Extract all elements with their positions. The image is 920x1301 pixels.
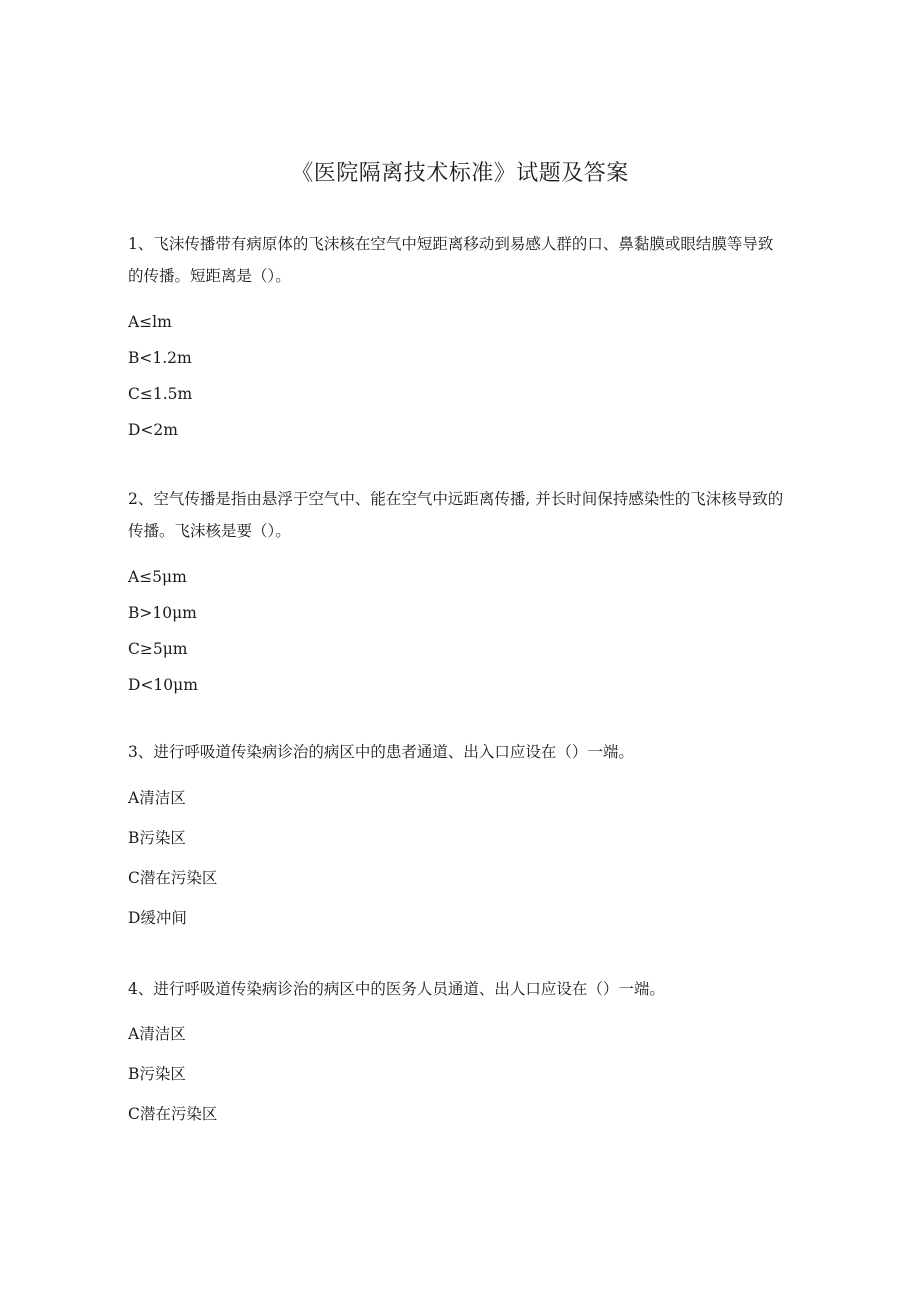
question-4-text: 4、进行呼吸道传染病诊治的病区中的医务人员通道、出人口应设在（）一端。 bbox=[128, 980, 665, 998]
question-2-option-a: A≤5μm bbox=[128, 568, 187, 586]
question-3-option-b: B污染区 bbox=[128, 829, 186, 847]
question-4-option-a: A清洁区 bbox=[128, 1025, 186, 1043]
question-2-option-c: C≥5μm bbox=[128, 640, 188, 658]
question-2-option-d: D<10μm bbox=[128, 676, 198, 694]
document-title: 《医院隔离技术标准》试题及答案 bbox=[291, 161, 629, 186]
question-1-text: 1、飞沫传播带有病原体的飞沫核在空气中短距离移动到易感人群的口、鼻黏膜或眼结膜等导致的传播。短距离是（）。 bbox=[128, 235, 774, 285]
question-3-text: 3、进行呼吸道传染病诊治的病区中的患者通道、出入口应设在（）一端。 bbox=[128, 743, 634, 761]
question-2-text: 2、空气传播是指由悬浮于空气中、能在空气中远距离传播, 并长时间保持感染性的飞沫核导致的传播。飞沫核是要（）。 bbox=[128, 490, 784, 540]
question-4-option-b: B污染区 bbox=[128, 1065, 186, 1083]
question-1-option-a: A≤lm bbox=[128, 313, 172, 331]
question-1-option-c: C≤1.5m bbox=[128, 385, 193, 403]
question-4-option-c: C潜在污染区 bbox=[128, 1105, 218, 1123]
question-3-option-a: A清洁区 bbox=[128, 789, 186, 807]
question-1-option-b: B<1.2m bbox=[128, 349, 192, 367]
question-3-option-d: D缓冲间 bbox=[128, 909, 187, 927]
question-1-option-d: D<2m bbox=[128, 421, 178, 439]
question-3-option-c: C潜在污染区 bbox=[128, 869, 218, 887]
question-2-option-b: B>10μm bbox=[128, 604, 197, 622]
